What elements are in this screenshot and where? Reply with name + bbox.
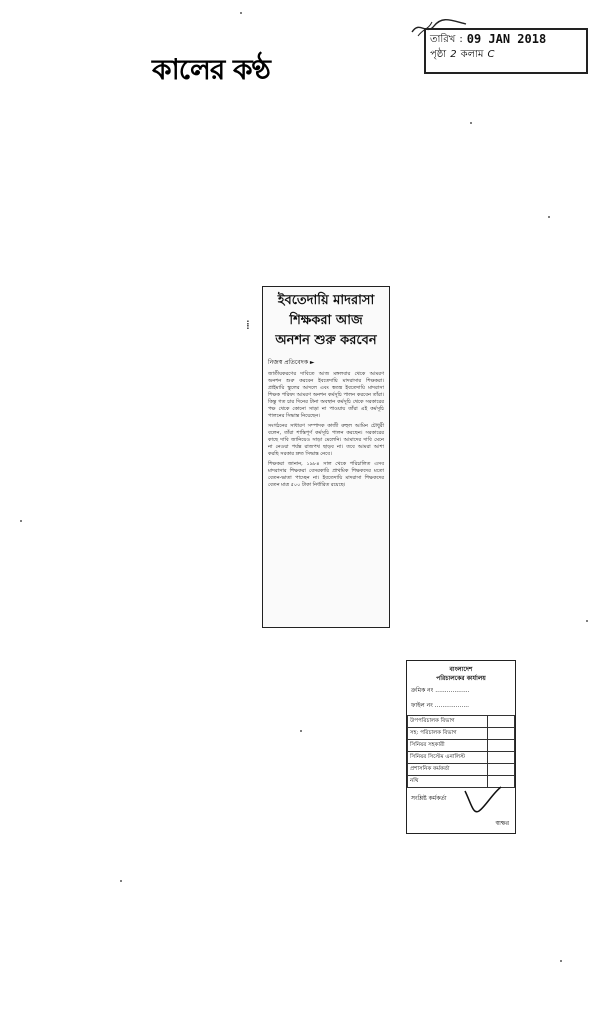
scan-speck	[120, 880, 122, 882]
table-row	[408, 764, 515, 776]
scan-speck	[560, 960, 562, 962]
stamp-column-label: কলাম	[460, 49, 484, 60]
scan-speck	[300, 730, 302, 732]
stamp-page-label: পৃষ্ঠা	[430, 49, 447, 60]
headline-line-1: ইবতেদায়ি মাদরাসা	[277, 293, 375, 308]
routing-box	[488, 728, 515, 740]
routing-box	[488, 716, 515, 728]
date-stamp: তারিখ : 09 JAN 2018 পৃষ্ঠা 2 কলাম C	[424, 28, 588, 74]
form-line: ক্রমিক নং ..................	[411, 687, 470, 694]
routing-box	[488, 740, 515, 752]
routing-label: সিনিয়র সহকারী	[408, 740, 488, 752]
stamp-date-label: তারিখ	[430, 34, 456, 45]
scan-speck	[240, 12, 242, 14]
article-paragraph: সংগঠনের সাধারণ সম্পাদক কাজী রুহুল আমিন চৌধুরী বলেন, তাঁরা শান্তিপূর্ণ কর্মসূচি পালন করছেন। সরকারের কাছে দাবি জানিয়েও সাড়া মেলেনি। আমাদের দাবি মেনে না নেওয়া পর্যন্ত রাজপথ ছাড়ব না। তবে আমরা আশা করছি সরকার দ্রুত সিদ্ধান্ত নেবে।	[268, 423, 384, 457]
form-title-line-2: পরিচালকের কার্যালয়	[436, 675, 486, 682]
table-row	[408, 740, 515, 752]
routing-label: সহ: পরিচালক বিভাগ	[408, 728, 488, 740]
routing-label: উপপরিচালক বিভাগ	[408, 716, 488, 728]
form-footer-line: সংশ্লিষ্ট কর্মকর্তা	[411, 795, 447, 802]
article-headline	[268, 291, 384, 351]
routing-label: নথি	[408, 776, 488, 788]
scan-speck	[586, 620, 588, 622]
scan-speck	[20, 520, 22, 522]
table-row	[408, 716, 515, 728]
stamp-page-value: 2	[450, 49, 457, 60]
routing-box	[488, 764, 515, 776]
routing-label: প্রশাসনিক কর্মকর্তা	[408, 764, 488, 776]
article-paragraph: জাতীয়করণের দাবিতে আজ মঙ্গলবার থেকে আমরণ অনশন শুরু করবেন ইবতেদায়ি মাদরাসার শিক্ষকরা। প্রাইমারি স্কুলের আদলে এবং স্বতন্ত্র ইবতেদায়ি মাদরাসা শিক্ষক পরিষদ আমরণ অনশন কর্মসূচি পালন করবেন তাঁরা। কিন্তু গত চার দিনের টানা অবস্থান কর্মসূচি থেকে সরকারের পক্ষ থেকে কোনো সাড়া না পাওয়ায় তাঁরা এই কর্মসূচি পালনের সিদ্ধান্ত নিয়েছেন।	[268, 371, 384, 419]
article-paragraph: শিক্ষকরা জানান, ১৯৮৪ সাল থেকে পরিচালিত এসব মাদরাসার শিক্ষকরা বেসরকারি প্রাথমিক শিক্ষকদের মতো বেতন-ভাতা পাচ্ছেন না। ইবতেদায়ি মাদরাসা শিক্ষকদের বেতন মাত্র ৫০০ টাকা নির্ধারিত রয়েছে।	[268, 461, 384, 488]
routing-form	[406, 660, 516, 834]
headline-line-3: অনশন শুরু করবেন	[275, 333, 377, 348]
scan-speck	[470, 122, 472, 124]
routing-table	[407, 715, 515, 788]
routing-box	[488, 752, 515, 764]
news-clipping	[262, 286, 390, 628]
headline-line-2: শিক্ষকরা আজ	[289, 313, 363, 328]
signature-tick-icon	[463, 785, 503, 817]
table-row	[408, 728, 515, 740]
stamp-date-value: 09 JAN 2018	[466, 32, 547, 46]
scan-speck	[548, 216, 550, 218]
newspaper-masthead: কালের কণ্ঠ	[152, 53, 270, 86]
form-line: ফাইল নং ..................	[411, 702, 470, 709]
table-row	[408, 752, 515, 764]
stamp-column-value: C	[487, 49, 495, 60]
form-signature-label: স্বাক্ষর	[495, 820, 509, 827]
form-title-line-1: বাংলাদেশ	[449, 666, 473, 673]
form-header	[407, 661, 515, 683]
routing-label: সিনিয়র সিস্টেম এনালিস্ট	[408, 752, 488, 764]
margin-mark: ⁞	[246, 318, 250, 332]
article-byline: নিজস্ব প্রতিবেদক ►	[268, 359, 315, 366]
